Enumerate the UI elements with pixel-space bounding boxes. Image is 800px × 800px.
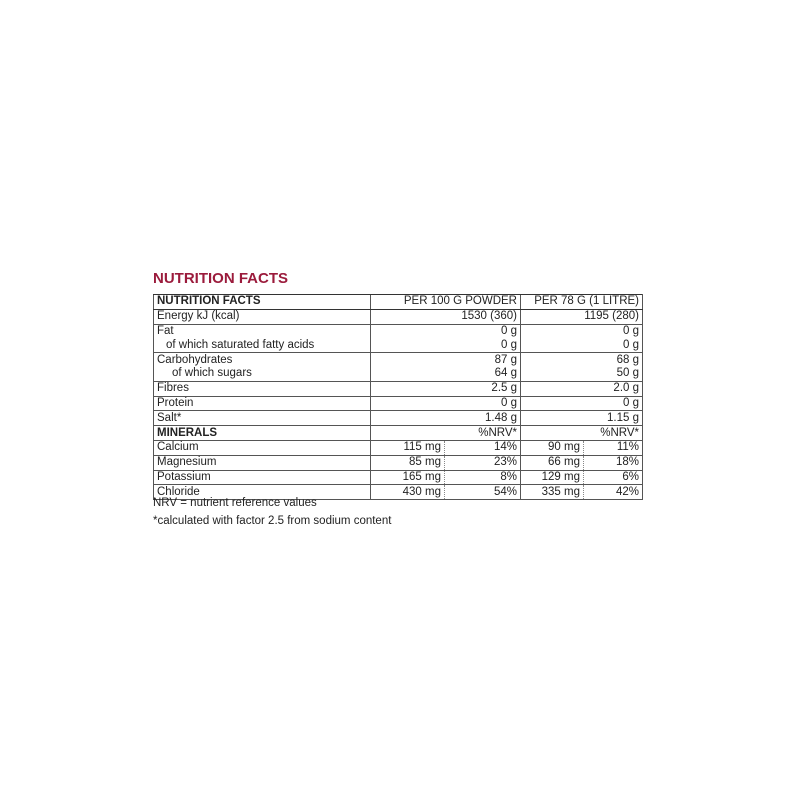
mineral-amount-a: 115 mg [371, 440, 445, 455]
mineral-label: Chloride [154, 485, 371, 500]
mineral-nrv-b: 6% [584, 470, 643, 485]
mineral-amount-b: 335 mg [521, 485, 584, 500]
table-row [154, 455, 643, 470]
table-row [154, 470, 643, 485]
mineral-amount-b: 66 mg [521, 455, 584, 470]
row-value-a: 64 g [371, 367, 521, 381]
nrv-header-b: %NRV* [521, 426, 643, 441]
table-row [154, 338, 643, 352]
table-header-row [154, 295, 643, 310]
row-value-a: 0 g [371, 396, 521, 411]
mineral-label: Potassium [154, 470, 371, 485]
row-label: Protein [154, 396, 371, 411]
mineral-label: Magnesium [154, 455, 371, 470]
mineral-nrv-a: 54% [445, 485, 521, 500]
table-row [154, 367, 643, 381]
table-row [154, 309, 643, 324]
row-value-a: 87 g [371, 353, 521, 367]
mineral-amount-a: 430 mg [371, 485, 445, 500]
nutrition-table [153, 294, 643, 500]
mineral-nrv-b: 42% [584, 485, 643, 500]
row-value-a: 2.5 g [371, 381, 521, 396]
mineral-label: Calcium [154, 440, 371, 455]
mineral-nrv-b: 11% [584, 440, 643, 455]
row-value-a: 0 g [371, 324, 521, 338]
mineral-nrv-a: 8% [445, 470, 521, 485]
minerals-header-row [154, 426, 643, 441]
row-label: of which saturated fatty acids [154, 338, 371, 352]
header-per-100g: PER 100 G POWDER [371, 295, 521, 310]
row-label: Carbohydrates [154, 353, 371, 367]
row-value-a: 0 g [371, 338, 521, 352]
row-value-b: 50 g [521, 367, 643, 381]
table-row [154, 440, 643, 455]
row-value-b: 1.15 g [521, 411, 643, 426]
row-label: Salt* [154, 411, 371, 426]
nrv-header-a: %NRV* [371, 426, 521, 441]
row-value-b: 0 g [521, 396, 643, 411]
table-row [154, 353, 643, 367]
table-row [154, 381, 643, 396]
mineral-nrv-b: 18% [584, 455, 643, 470]
row-value-b: 1195 (280) [521, 309, 643, 324]
row-label: Fibres [154, 381, 371, 396]
mineral-amount-b: 90 mg [521, 440, 584, 455]
row-label: Energy kJ (kcal) [154, 309, 371, 324]
row-value-b: 0 g [521, 338, 643, 352]
header-label: NUTRITION FACTS [154, 295, 371, 310]
mineral-amount-a: 85 mg [371, 455, 445, 470]
header-per-78g: PER 78 G (1 LITRE) [521, 295, 643, 310]
row-label: Fat [154, 324, 371, 338]
salt-footnote: *calculated with factor 2.5 from sodium content [153, 515, 392, 527]
table-row [154, 411, 643, 426]
mineral-nrv-a: 14% [445, 440, 521, 455]
mineral-nrv-a: 23% [445, 455, 521, 470]
row-label: of which sugars [154, 367, 371, 381]
row-value-a: 1530 (360) [371, 309, 521, 324]
row-value-b: 68 g [521, 353, 643, 367]
nrv-footnote: NRV = nutrient reference values [153, 497, 317, 509]
page-title: NUTRITION FACTS [153, 270, 288, 287]
row-value-b: 0 g [521, 324, 643, 338]
mineral-amount-a: 165 mg [371, 470, 445, 485]
table-row [154, 396, 643, 411]
row-value-a: 1.48 g [371, 411, 521, 426]
mineral-amount-b: 129 mg [521, 470, 584, 485]
table-row [154, 324, 643, 338]
row-value-b: 2.0 g [521, 381, 643, 396]
minerals-label: MINERALS [154, 426, 371, 441]
